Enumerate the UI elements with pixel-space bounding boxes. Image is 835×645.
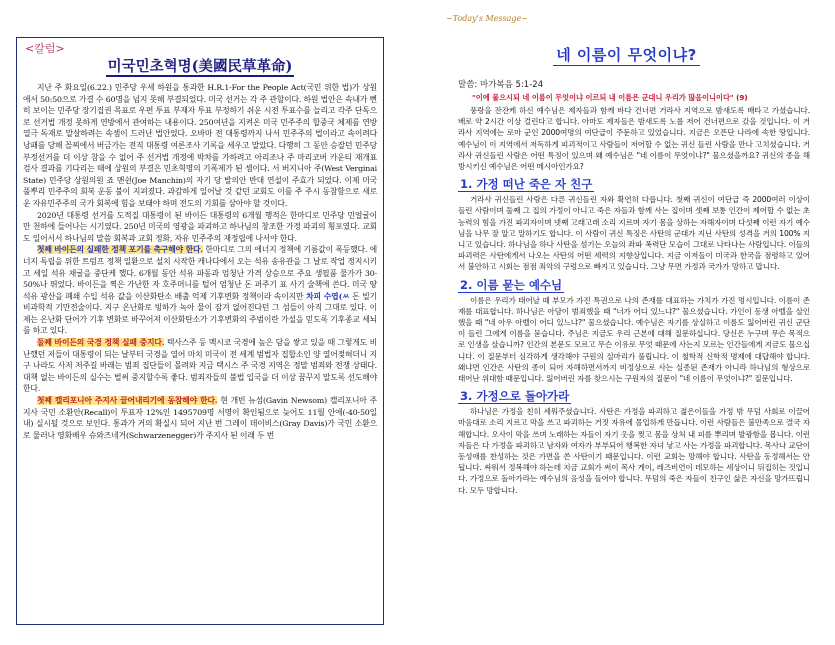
point-1-text-end: 돈 빌기 비과학적 기만전술이다. 지구 온난화로 빙하가 녹아 물이 잠겨 없어진다던 그 섬들이 아직 그대로 있다. 이제는 온난화 단어가 기후 변화로 바꾸어져 이산화탄소가 기후변화의 주범이란 가설을 믿도록 기후종교 세뇌를 하고 있다. (23, 291, 378, 336)
sermon-body (458, 78, 810, 496)
sermon-intro: 풍랑을 잔잔케 하신 예수님은 제자들과 함께 바다 건너편 거라사 지역으로 밤새도록 배타고 가셨습니다. 배로 약 2시간 이상 걸린다고 합니다. 아마도 제자들은 밤새도록 노를 저어 건너편으로 갔을 것입니다. 이 거라사 지역에는 로마 군인 2000여명의 여단급이 주둔하고 있었습니다. 지금은 오픈단 나라에 속한 땅입니다. 예수님이 이 지역에서 저독하게 피괴적이고 사람들이 저어할 수 없는 귀신 들린 사람을 만나 고치셨습니다. 거라사 귀신들린 사람은 어떤 특징이 있으며 왜 예수님은 "네 이름이 무엇이냐?" 물으셨을까요? 귀신의 종을 해방시키신 예수님은 어떤 메시아인가요? (458, 106, 810, 172)
right-page (418, 0, 835, 645)
section-heading-3 (458, 388, 810, 404)
section-heading-2-text: 2. 이름 묻는 예수님 (460, 277, 563, 292)
column-paragraph-1: 지난 주 화요일(6.22.) 민주당 우세 하원을 통과한 H.R.1-For the People Act(국민 위한 법)가 상원에서 50:50으로 가결 수 60명을 넘지 못해 부결되었다. 미국 선거는 각 주 관할이다. 하원 법안은 속내가 뻔히 보이는 민주당 장기집권 목표로 우편 투표 부재자 투표 부정하기 쉬운 시전 투표수를 늘리고 각주 단독으로 선거법 개정 못하게 연방에서 관여하는 내용이다. 250여년을 지켜온 미국 민주주의 합중국 체제를 연방 열극 독재로 말살하려는 속셈이 드러난 법안었다. 오바마 전 대통령까지 나서 민주주의 법이라고 속이려다 낭패를 당해 꼴찌에서 버금가는 전직 대통령 여론조사 기록을 세우고 말았다. 다행히 그 동안 승잘던 민주당 부정선거를 더 이상 참을 수 없어 주 선거법 개정에 박차를 가하려고 아리조나 주 마리코버 카운티 재개표 검사 결과를 기다리는 때에 상원의 부결은 민초혁명의 기폭제가 된 셈이다. 서 버지니아 주(West Verginai State) 민주당 상원의원 죠 맨쉰(Joe Manchin)의 자기 당 발의안 반대 연설이 주효가 되었다. 이제 미국 풀뿌리 민주주의 회복 운동 불이 지펴졌다. 과감하게 일어날 것 같던 교회도 이를 주 주시 동참함으로 새로운 자유민주주의 국가 회복에 힘을 보태야 하며 전도의 기회를 삼아야 할 것이다. (23, 83, 377, 208)
column-paragraph-5 (23, 395, 377, 441)
column-title-text: 미국민초혁명(美國民草革命) (107, 58, 293, 75)
section-2-text: 이름은 우리가 태어날 때 부모가 가진 특권으로 나의 존재를 대표하는 가치가 가진 명시입니다. 이름이 존재를 대표합니다. 하나님은 아담이 범죄했을 때 "너가 어디 있느냐?" 물으셨습니다. 가인이 동생 아벨을 살인했을 때 "네 아우 아벨이 어디 있느냐?" 물으셨습니다. 예수님은 자기를 상실하고 이름도 잃어버린 귀신 군단이 들린 그에게 이름을 묻습니다. 주님은 지금도 우리 근본에 대해 질문하십니다. 당신은 누구며 무슨 목적으로 인생을 살습니까? 인간의 본문도 모르고 무슨 이유로 무엇 때문에 사는지 모르는 인간들에게 지금도 물으십니다. 이 질문부터 심각하게 생각해야 구원의 실마리가 풀립니다. 이 철학적 신학적 명제에 대답해야 합니다. 왜냐면 인간은 사탄의 종이 되어 자해하면서까지 비정상으로 사는 실종된 존재가 아니라 하나님의 형상으로 태어난 위대함 때문입니다. 잃어버린 자를 찾으시는 구원자의 질문이 "네 이름이 무엇이냐?" 질문입니다. (458, 295, 810, 384)
column-paragraph-3 (23, 244, 377, 337)
point-2-text: 텍사스주 등 멕시코 국경에 높은 담을 쌓고 있을 때 그렇게도 비난했던 저들이 대통령이 되는 날부터 국경을 열어 마치 미국이 전 세계 범법자 집합소인 양 열어젖혀더니 지구 나라도 사저 저주길 바래는 범죄 집단들이 몰려와 지금 택시스 주 국경 지역은 정말 범죄와 전쟁 상태다. 대책 없는 바이든의 실수는 벌써 중지할수록 좋다. 범죄자들의 불법 입국을 더 이상 꿈꾸지 말도록 선도해야 한다. (23, 338, 377, 394)
point-3-text: 현 개빈 뉴섬(Gavin Newsom) 캘리포니아 주지사 국민 소환안(Recall)이 투표자 12%인 1495709명 서명이 확인됨으로 늦어도 11월 안에(-40-50일 내) 실시될 것으로 보인다. 통과가 거의 확실시 되어 지난 번 그레이 데이비스(Gray Davis)가 국민 소환으로 물러나 영화배우 슈와즈네거(Schwarzenegger)가 주지사 된 이래 두 번 (23, 396, 377, 440)
section-heading-1 (458, 176, 810, 192)
scripture-reference: 말씀: 마가복음 5:1-24 (458, 80, 544, 90)
column-tag: <칼럼> (25, 42, 65, 55)
column-box (16, 37, 384, 625)
scripture-quote: "이에 물으시되 네 이름이 무엇이냐 이르되 내 이름은 군대니 우리가 많음이니이다" (9) (472, 93, 748, 102)
left-page (0, 0, 417, 645)
point-2-heading: 둘째 바이든의 국경 정책 실패 중지다. (37, 338, 165, 348)
point-1-text: 한마디로 그의 에너지 정책에 기름값이 폭등했다. 에너지 독립을 위한 트럼프 정책 일환으로 설치 시작한 캐나다에서 오는 석유 송유관을 그 날로 작업 정지시키고 세일 석유 채굴을 중단케 했다. 6개월 동안 석유 파동과 엄청난 가격 상승으로 주요 생필품 물가가 30-50%나 뛰었다. 바이든을 찍은 가난한 자 호주머니를 털어 엄청난 돈 퍼주기 표 사기 술책에 쓴다. 미국 땅 석유 광산을 폐쇄 수입 석유 값을 이산화탄소 배출 억제 기후변화 정책이라 속이지만 (23, 245, 377, 301)
section-heading-3-text: 3. 가정으로 돌아가라 (460, 389, 570, 404)
column-paragraph-2: 2020년 대통령 선거를 도적질 대통령이 된 바이든 대통령의 6개월 행적은 한마디로 민주당 민얼굴이 만 천하에 들어나는 시기였다. 250년 미국의 영광을 파괴하고 하나님의 창조한 가정 파괴의 횡포였다. 교회도 일어서서 하나님의 말씀 회복과 교회 정화, 자유 민주주의 재정립에 나서야 한다. (23, 210, 377, 243)
sermon-title-text: 네 이름이 무엇이냐? (553, 46, 700, 66)
section-1-text: 거라사 귀신들린 사람은 다른 귀신들린 자와 확연히 다릅니다. 첫째 귀신이 여단급 즉 2000여러 이상이 들린 사람이며 둘째 그 집의 가정이 아니고 죽은 자들과 함께 사는 집이며 셋째 보통 인간이 제어할 수 없는 초능력의 힘을 가진 파괴자이며 넷째 고래고래 소리 지르며 자기 몸을 상하는 자해자이며 다섯째 이런 자기 예수님을 나무 잘 알고 말하기도 합니다. 이 사람이 귀신 특징은 사탄의 군대가 지닌 사탄의 성격을 거의 100% 지니고 있습니다. 하나님을 하나 사탄을 섬기는 오늘의 좌파 폭력단 모습이 그대로 나타나는 사람입니다. 이들의 파괴력은 사탄에게서 나오는 사탄의 어떤 세력의 지향상입니다. 지금 이저들이 미국과 한국을 점령하고 있어서 불안하고 시회는 점점 죄악의 구렁으로 빠지고 있습니다. 그냥 무면 가정과 국가가 망하고 맙니다. (458, 195, 810, 272)
sermon-title (418, 44, 835, 65)
section-heading-2 (458, 277, 810, 293)
todays-message-label: ~Today's Message~ (446, 14, 528, 23)
section-heading-1-text: 1. 가정 떠난 죽은 자 친구 (460, 177, 593, 192)
section-3-text: 하나님은 가정을 친히 세워주셨습니다. 사탄은 가정을 파괴하고 젊은이들을 가정 밖 무덤 사회로 이끌어 마음대로 소리 지르고 막을 쓰고 파괴하는 거짓 자유에 몰입하게 만듭니다. 이런 사람들은 불만족으로 결국 자해합니다. 오사이 막을 쓰며 노래하는 자들이 자기 옷을 찢고 몸을 상처 내 피를 뿌리며 발광함을 봅니다. 이런 자들은 다 가정을 파괴하고 남자와 여자가 부부되어 행복한 자녀 낳고 사는 가정을 파괴합니다. 목사나 교단이 동성애를 찬성하는 것은 가면을 쓴 사탄이기 때문입니다. 이런 교회는 망해야 합니다. 사탄을 동정해서는 안 됩니다. 싸워서 정복해야 하는데 지금 교회가 써이 목사 게이, 레즈비언이 데모하는 세상이니 뒤집히는 것입니다. 가정으로 돌아가라는 예수님의 음성을 들어야 합니다. 무덤의 죽은 자들이 친구인 삶은 자신을 망가뜨립니다. 모두 망합니다. (458, 407, 810, 495)
point-3-heading: 첫째 캘리포니아 주지사 끌어내리기에 동참해야 한다. (37, 396, 218, 406)
point-1-emphasis: 차피 수엽(ㅆ (306, 291, 350, 301)
point-1-heading: 첫째 바이든의 실패한 정책 포기를 촉구해야 한다. (37, 245, 203, 255)
column-title (23, 57, 377, 77)
column-paragraph-4 (23, 337, 377, 395)
